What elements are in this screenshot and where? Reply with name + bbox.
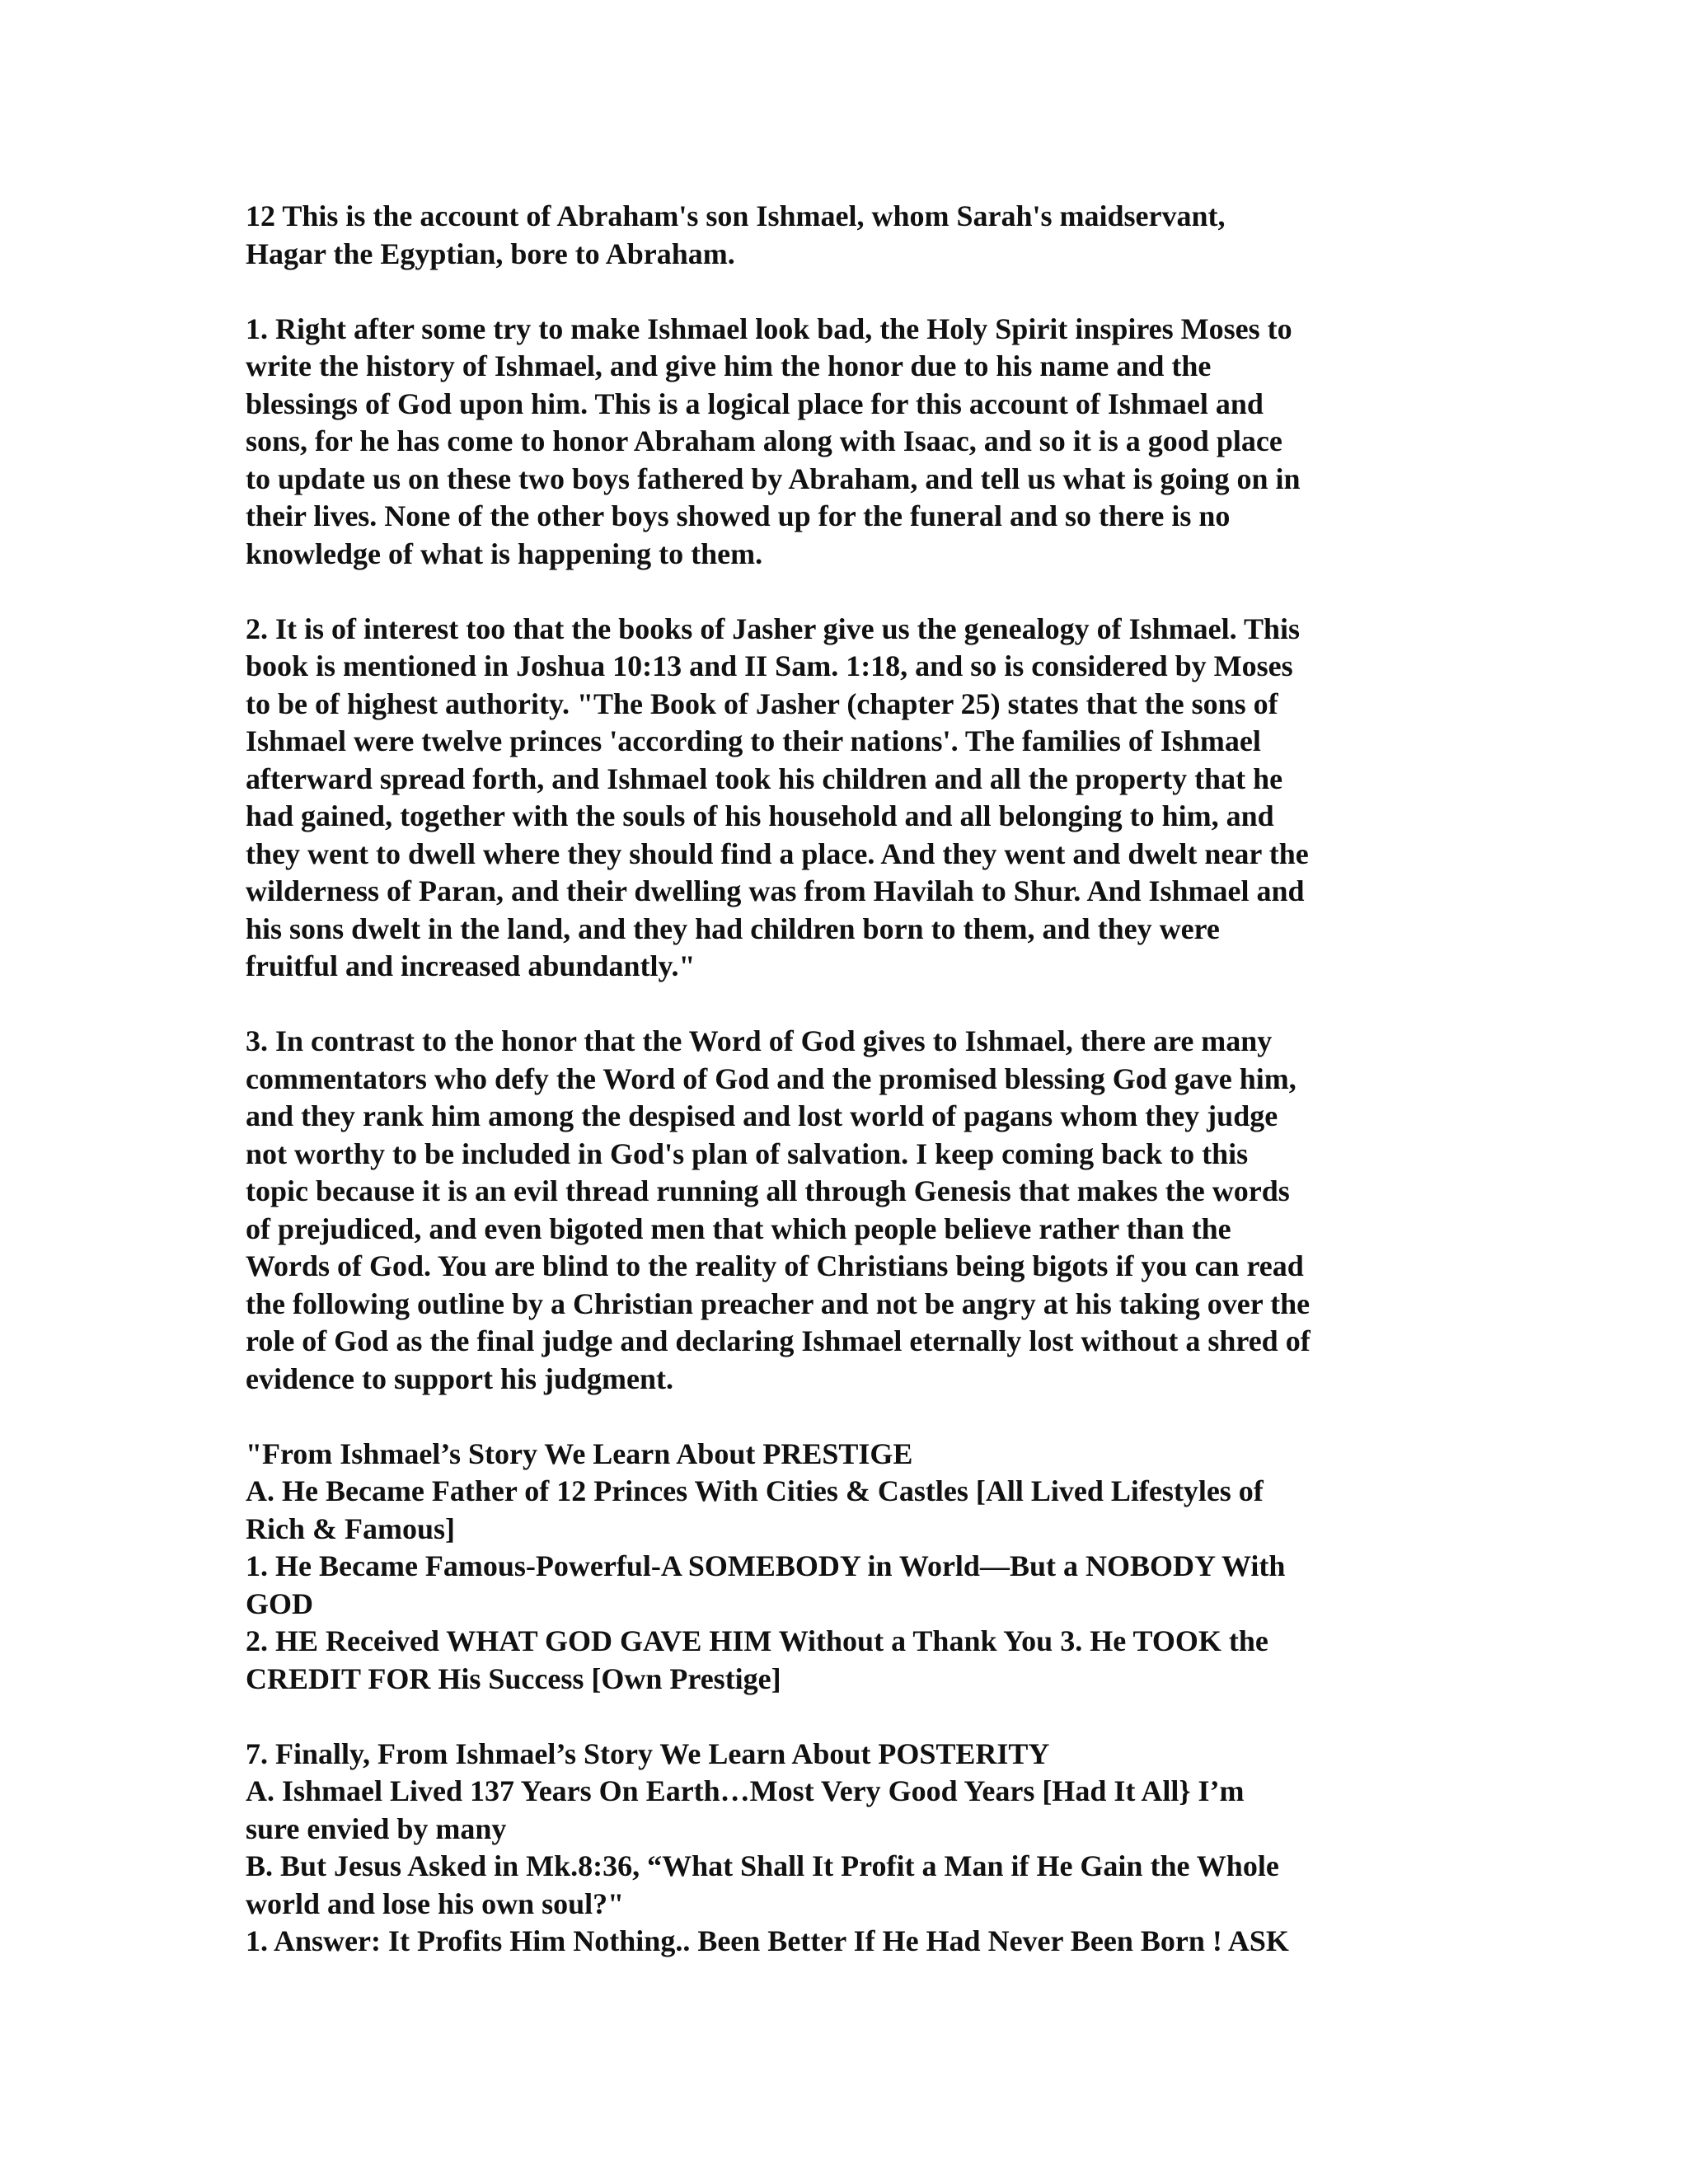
- text-line: role of God as the final judge and declaring Ishmael eternally lost without a shred of: [246, 1324, 1311, 1357]
- text-line: evidence to support his judgment.: [246, 1361, 674, 1395]
- text-line: 3. In contrast to the honor that the Word of God gives to Ishmael, there are many: [246, 1024, 1273, 1057]
- text-line: 1. Right after some try to make Ishmael look bad, the Holy Spirit inspires Moses to: [246, 312, 1292, 345]
- text-line: sure envied by many: [246, 1811, 507, 1845]
- text-line: Hagar the Egyptian, bore to Abraham.: [246, 237, 735, 270]
- text-line: 2. It is of interest too that the books of Jasher give us the genealogy of Ishmael. This: [246, 612, 1301, 645]
- document-body: [246, 198, 1449, 1961]
- text-line: GOD: [246, 1586, 314, 1620]
- text-line: they went to dwell where they should find a place. And they went and dwelt near the: [246, 837, 1309, 870]
- text-line: 2. HE Received WHAT GOD GAVE HIM Without a Thank You 3. He TOOK the: [246, 1624, 1268, 1657]
- text-line: to update us on these two boys fathered by Abraham, and tell us what is going on in: [246, 462, 1301, 495]
- text-line: Words of God. You are blind to the reality of Christians being bigots if you can read: [246, 1249, 1304, 1282]
- text-line: sons, for he has come to honor Abraham along with Isaac, and so it is a good place: [246, 424, 1282, 457]
- paragraph-point-3: [246, 1023, 1449, 1398]
- paragraph-point-1: [246, 311, 1449, 574]
- text-line: "From Ishmael’s Story We Learn About PRESTIGE: [246, 1436, 913, 1470]
- text-line: world and lose his own soul?": [246, 1886, 625, 1920]
- text-line: not worthy to be included in God's plan of salvation. I keep coming back to this: [246, 1137, 1249, 1170]
- paragraph-point-2: [246, 611, 1449, 986]
- text-line: CREDIT FOR His Success [Own Prestige]: [246, 1661, 781, 1695]
- text-line: B. But Jesus Asked in Mk.8:36, “What Shall It Profit a Man if He Gain the Whole: [246, 1849, 1279, 1882]
- text-line: to be of highest authority. "The Book of Jasher (chapter 25) states that the sons of: [246, 687, 1278, 720]
- text-line: 1. Answer: It Profits Him Nothing.. Been Better If He Had Never Been Born ! ASK: [246, 1924, 1289, 1957]
- text-line: book is mentioned in Joshua 10:13 and II Sam. 1:18, and so is considered by Moses: [246, 649, 1293, 682]
- text-line: fruitful and increased abundantly.": [246, 949, 696, 982]
- text-line: knowledge of what is happening to them.: [246, 537, 763, 570]
- text-line: blessings of God upon him. This is a logical place for this account of Ishmael and: [246, 387, 1264, 420]
- text-line: had gained, together with the souls of his household and all belonging to him, and: [246, 799, 1274, 832]
- text-line: A. Ishmael Lived 137 Years On Earth…Most Very Good Years [Had It All} I’m: [246, 1774, 1245, 1807]
- text-line: write the history of Ishmael, and give him the honor due to his name and the: [246, 349, 1212, 382]
- text-line: 12 This is the account of Abraham's son Ishmael, whom Sarah's maidservant,: [246, 199, 1226, 232]
- text-line: of prejudiced, and even bigoted men that which people believe rather than the: [246, 1212, 1231, 1245]
- text-line: topic because it is an evil thread running all through Genesis that makes the words: [246, 1174, 1290, 1207]
- text-line: their lives. None of the other boys showed up for the funeral and so there is no: [246, 499, 1231, 532]
- text-line: wilderness of Paran, and their dwelling was from Havilah to Shur. And Ishmael and: [246, 874, 1305, 907]
- text-line: commentators who defy the Word of God and the promised blessing God gave him,: [246, 1062, 1296, 1095]
- text-line: 7. Finally, From Ishmael’s Story We Learn About POSTERITY: [246, 1736, 1050, 1770]
- paragraph-intro-verse: [246, 198, 1449, 273]
- paragraph-outline-prestige: [246, 1436, 1449, 1699]
- paragraph-outline-posterity: [246, 1736, 1449, 1961]
- text-line: Ishmael were twelve princes 'according to their nations'. The families of Ishmael: [246, 724, 1261, 757]
- text-line: and they rank him among the despised and lost world of pagans whom they judge: [246, 1099, 1278, 1132]
- text-line: his sons dwelt in the land, and they had children born to them, and they were: [246, 912, 1220, 945]
- text-line: A. He Became Father of 12 Princes With Cities & Castles [All Lived Lifestyles of: [246, 1474, 1264, 1507]
- text-line: the following outline by a Christian preacher and not be angry at his taking over the: [246, 1286, 1311, 1320]
- text-line: Rich & Famous]: [246, 1511, 455, 1545]
- text-line: afterward spread forth, and Ishmael took his children and all the property that he: [246, 762, 1283, 795]
- text-line: 1. He Became Famous-Powerful-A SOMEBODY in World—But a NOBODY With: [246, 1549, 1286, 1582]
